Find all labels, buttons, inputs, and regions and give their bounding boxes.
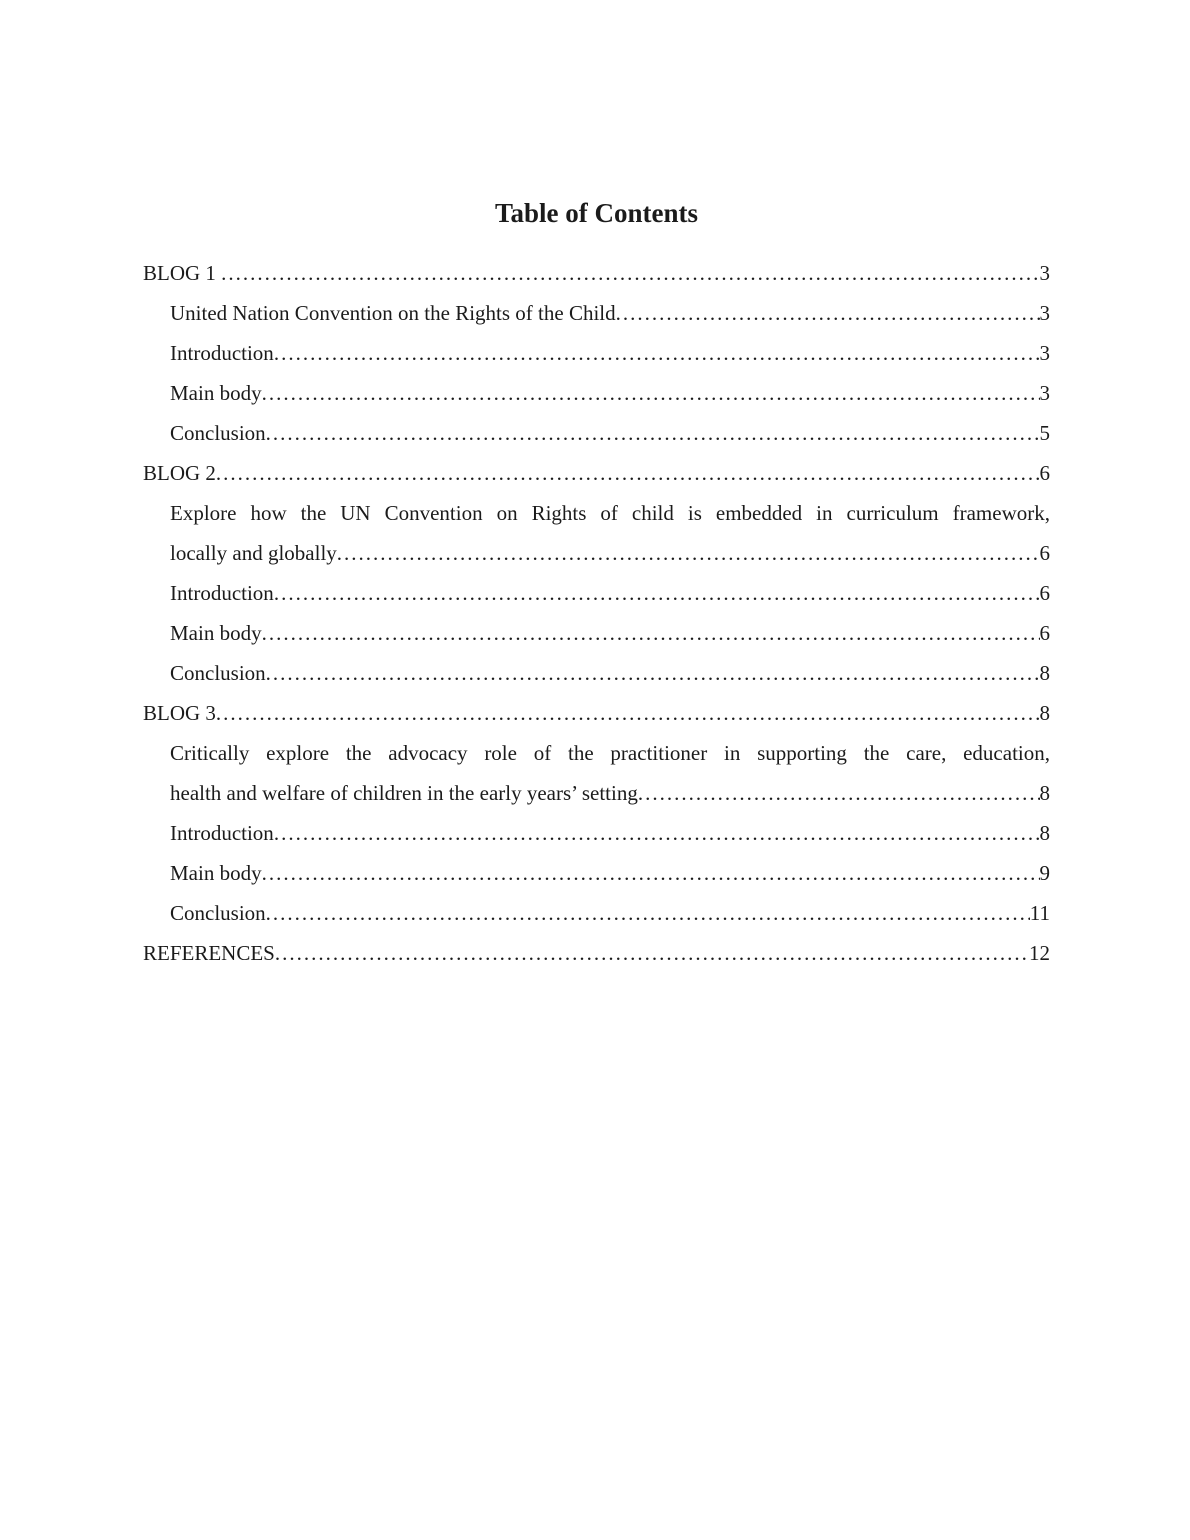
toc-entry-text: Main body: [170, 861, 262, 885]
toc-entry-text: Introduction: [170, 341, 274, 365]
dot-leader: [216, 453, 1040, 493]
toc-entry-blog1-introduction: [143, 333, 1050, 373]
toc-entry-blog3-conclusion: [143, 893, 1050, 933]
page-number: 8: [1039, 701, 1050, 725]
toc-entry-blog2-conclusion: [143, 653, 1050, 693]
toc-entry-references: [143, 933, 1050, 973]
toc-entry-blog1-conclusion: [143, 413, 1050, 453]
dot-leader: [266, 413, 1040, 453]
page-number: 8: [1039, 821, 1050, 845]
toc-entry-blog1: [143, 253, 1050, 293]
page-number: 3: [1039, 341, 1050, 365]
toc-list: [143, 253, 1050, 973]
dot-leader: [274, 573, 1040, 613]
toc-entry-text: BLOG 1: [143, 261, 222, 285]
page-number: 6: [1039, 621, 1050, 645]
dot-leader: [266, 893, 1030, 933]
page-number: 3: [1039, 381, 1050, 405]
toc-entry-text: Conclusion: [170, 901, 266, 925]
toc-entry-text: Main body: [170, 381, 262, 405]
toc-entry-text: BLOG 2: [143, 461, 216, 485]
dot-leader: [638, 773, 1040, 813]
dot-leader: [262, 373, 1040, 413]
dot-leader: [616, 293, 1040, 333]
page-number: 9: [1039, 861, 1050, 885]
dot-leader: [262, 613, 1040, 653]
page-number: 8: [1039, 781, 1050, 805]
page-number: 6: [1039, 541, 1050, 565]
toc-entry-blog3-heading: [143, 733, 1050, 813]
page-number: 11: [1029, 901, 1050, 925]
toc-entry-blog3-main-body: [143, 853, 1050, 893]
dot-leader: [216, 693, 1040, 733]
toc-entry-text: BLOG 3: [143, 701, 216, 725]
toc-entry-text: Conclusion: [170, 421, 266, 445]
toc-entry-blog3: [143, 693, 1050, 733]
toc-entry-text: Conclusion: [170, 661, 266, 685]
toc-entry-text: Introduction: [170, 821, 274, 845]
toc-entry-blog2-introduction: [143, 573, 1050, 613]
dot-leader: [262, 853, 1040, 893]
toc-entry-text: Main body: [170, 621, 262, 645]
toc-entry-text-line1: Explore how the UN Convention on Rights of child is embedded in curriculum framework,: [170, 501, 1050, 525]
toc-entry-blog1-uncrc: [143, 293, 1050, 333]
toc-title: Table of Contents: [494, 198, 699, 228]
page-number: 3: [1039, 301, 1050, 325]
toc-entry-blog2: [143, 453, 1050, 493]
dot-leader: [274, 813, 1040, 853]
page-number: 6: [1039, 581, 1050, 605]
dot-leader: [266, 653, 1040, 693]
toc-entry-text: REFERENCES: [143, 941, 275, 965]
dot-leader: [337, 533, 1040, 573]
toc-entry-text-line1: Critically explore the advocacy role of the practitioner in supporting the care, education,: [170, 741, 1050, 765]
page-number: 12: [1029, 941, 1050, 965]
page-number: 8: [1039, 661, 1050, 685]
toc-entry-blog3-introduction: [143, 813, 1050, 853]
toc-entry-blog2-heading: [143, 493, 1050, 573]
toc-entry-blog1-main-body: [143, 373, 1050, 413]
toc-entry-text: United Nation Convention on the Rights of the Child: [170, 301, 616, 325]
toc-entry-text-line2: locally and globally: [170, 541, 337, 565]
toc-entry-blog2-main-body: [143, 613, 1050, 653]
dot-leader: [275, 933, 1029, 973]
page-number: 3: [1039, 261, 1050, 285]
dot-leader: [274, 333, 1040, 373]
toc-entry-text-line2: health and welfare of children in the early years’ setting: [170, 781, 638, 805]
toc-entry-text: Introduction: [170, 581, 274, 605]
dot-leader: [221, 253, 1039, 293]
page-number: 5: [1039, 421, 1050, 445]
page-number: 6: [1039, 461, 1050, 485]
